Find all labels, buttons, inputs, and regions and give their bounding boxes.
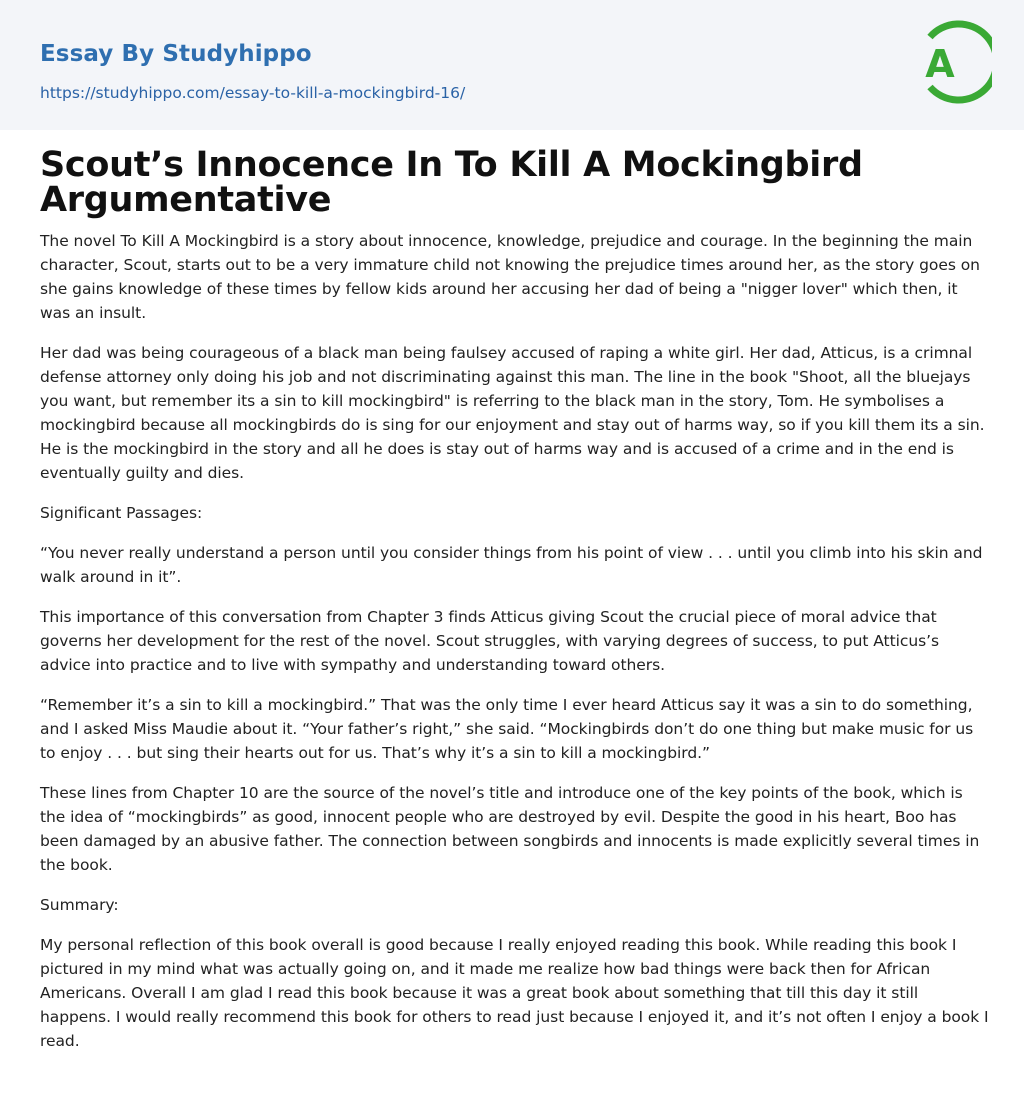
quote-paragraph: “You never really understand a person until you consider things from his point of view . . . until you climb into his skin and walk around in it”.	[40, 544, 983, 586]
article	[40, 145, 990, 1069]
article-paragraph: These lines from Chapter 10 are the source of the novel’s title and introduce one of the key points of the book, which is the idea of “mockingbirds” as good, innocent people who are destroyed by evil. Despite the good in his heart, Boo has been damaged by an abusive father. The connection between songbirds and innocents is made explicitly several times in the book.	[40, 784, 980, 874]
article-paragraph: The novel To Kill A Mockingbird is a story about innocence, knowledge, prejudice and courage. In the beginning the main character, Scout, starts out to be a very immature child not knowing the prejudice times around her, as the story goes on she gains knowledge of these times by fellow kids around her accusing her dad of being a "nigger lover" which then, it was an insult.	[40, 232, 980, 322]
article-paragraph: Her dad was being courageous of a black man being faulsey accused of raping a white girl. Her dad, Atticus, is a crimnal defense attorney only doing his job and not discriminating against this man. The line in the book "Shoot, all the bluejays you want, but remember its a sin to kill mockingbird" is referring to the black man in the story, Tom. He symbolises a mockingbird because all mockingbirds do is sing for our enjoyment and stay out of harms way, so if you kill them its a sin. He is the mockingbird in the story and all he does is stay out of harms way and is accused of a crime and in the end is eventually guilty and dies.	[40, 344, 985, 482]
article-title: Scout’s Innocence In To Kill A Mockingbird Argumentative	[40, 145, 863, 220]
page-url-link[interactable]: https://studyhippo.com/essay-to-kill-a-mockingbird-16/	[40, 84, 466, 102]
studyhippo-logo-icon[interactable]	[908, 18, 992, 106]
site-header	[0, 0, 1024, 130]
article-paragraph: This importance of this conversation from Chapter 3 finds Atticus giving Scout the crucial piece of moral advice that governs her development for the rest of the novel. Scout struggles, with varying degrees of success, to put Atticus’s advice into practice and to live with sympathy and understanding toward others.	[40, 608, 940, 674]
section-heading-significant-passages: Significant Passages:	[40, 504, 203, 522]
site-name[interactable]: Essay By Studyhippo	[40, 41, 312, 67]
quote-paragraph: “Remember it’s a sin to kill a mockingbird.” That was the only time I ever heard Atticus say it was a sin to do something, and I asked Miss Maudie about it. “Your father’s right,” she said. “Mockingbirds don’t do one thing but make music for us to enjoy . . . but sing their hearts out for us. That’s why it’s a sin to kill a mockingbird.”	[40, 696, 974, 762]
logo-letter: A	[925, 42, 955, 86]
article-paragraph: My personal reflection of this book overall is good because I really enjoyed reading this book. While reading this book I pictured in my mind what was actually going on, and it made me realize how bad things were back then for African Americans. Overall I am glad I read this book because it was a great book about something that till this day it still happens. I would really recommend this book for others to read just because I enjoyed it, and it’s not often I enjoy a book I read.	[40, 936, 989, 1050]
section-heading-summary: Summary:	[40, 896, 119, 914]
